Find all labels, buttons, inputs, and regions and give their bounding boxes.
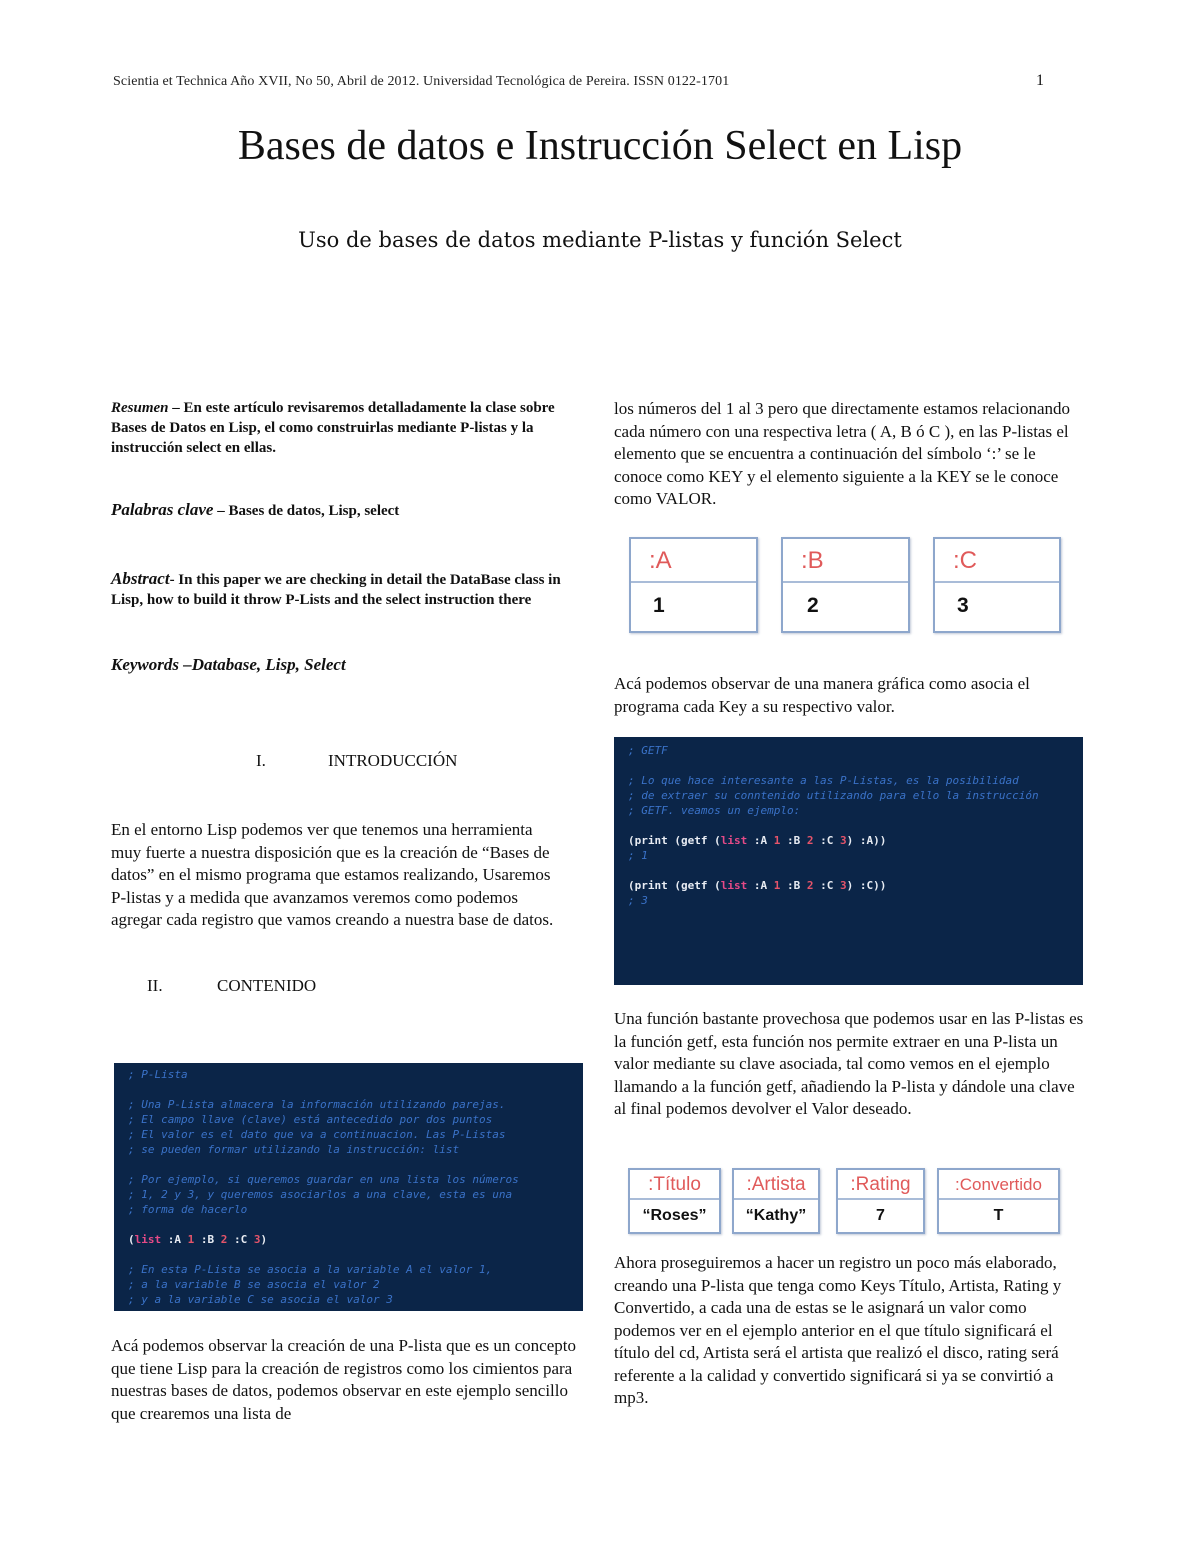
record-value: “Kathy”	[745, 1207, 807, 1224]
kv-box	[629, 537, 758, 633]
kv-key: :B	[783, 539, 908, 583]
kv-key: :A	[631, 539, 756, 583]
section-2-title: CONTENIDO	[217, 976, 317, 995]
code-comment: ; El campo llave (clave) está antecedido por dos puntos	[128, 1113, 493, 1126]
record-value: “Roses”	[642, 1207, 707, 1224]
resumen-text: – En este artículo revisaremos detalladamente la clase sobre Bases de Datos en Lisp, el como construirlas mediante P-listas y la instrucción select en ellas.	[111, 400, 555, 456]
code-getf-expression-a: (print (getf (list :A 1 :B 2 :C 3) :A))	[628, 834, 887, 847]
abstract-block	[111, 569, 581, 610]
code-result: ; 3	[628, 894, 648, 907]
code-comment: ; El valor es el dato que va a continuacion. Las P-Listas	[128, 1128, 506, 1141]
abstract-label: Abstract	[111, 569, 170, 588]
record-value: T	[993, 1207, 1004, 1224]
code-comment: ; P-Lista	[128, 1068, 188, 1081]
record-explanation-paragraph: Ahora proseguiremos a hacer un registro un poco más elaborado, creando una P-lista que tenga como Keys Título, Artista, Rating y Convertido, a cada una de estas se le asignará un valor como podemos ver en el ejemplo anterior en el que título significará el título del cd, Artista será el artista que realizó el disco, rating será referente a la calidad y convertido significará si ya se convirtió a mp3.	[614, 1253, 1062, 1407]
kv-value: 2	[807, 594, 819, 617]
code-comment: ; forma de hacerlo	[128, 1203, 248, 1216]
graphic-explanation-paragraph: Acá podemos observar de una manera gráfica como asocia el programa cada Key a su respectivo valor.	[614, 674, 1030, 716]
kv-key: :C	[935, 539, 1059, 583]
section-1-number: I.	[256, 751, 266, 770]
resumen-block	[111, 398, 556, 458]
running-head: Scientia et Technica Año XVII, No 50, Abril de 2012. Universidad Tecnológica de Pereira. ISSN 0122-1701	[113, 74, 730, 89]
getf-explanation-paragraph: Una función bastante provechosa que podemos usar en las P-listas es la función getf, esta función nos permite extraer en una P-lista un valor mediante su clave asociada, tal como vemos en el ejemplo llamando a la función getf, añadiendo la P-lista y dándole una clave al final podemos devolver el Valor deseado.	[614, 1009, 1084, 1118]
code-comment: ; Una P-Lista almacera la información utilizando parejas.	[128, 1098, 506, 1111]
plista-explanation-paragraph: Acá podemos observar la creación de una P-lista que es un concepto que tiene Lisp para la creación de registros como los cimientos para nuestras bases de datos, podemos observar en este ejemplo sencillo que crearemos una lista de	[111, 1336, 576, 1423]
record-box	[937, 1168, 1060, 1234]
record-key: :Rating	[838, 1170, 923, 1200]
section-2-number: II.	[147, 976, 163, 995]
record-box	[836, 1168, 925, 1234]
code-comment: ; GETF	[628, 744, 668, 757]
code-comment: ; de extraer su conntenido utilizando para ello la instrucción	[628, 789, 1039, 802]
code-comment: ; En esta P-Lista se asocia a la variable A el valor 1,	[128, 1263, 493, 1276]
keys-values-paragraph: los números del 1 al 3 pero que directamente estamos relacionando cada número con una respectiva letra ( A, B ó C ), en las P-listas el elemento que se encuentra a continuación del símbolo ‘:’ se le conoce como KEY y el elemento siguiente a la KEY se le conoce como VALOR.	[614, 399, 1071, 508]
kv-box	[933, 537, 1061, 633]
getf-code-block	[614, 737, 1083, 985]
kv-value: 3	[957, 594, 969, 617]
kv-box	[781, 537, 910, 633]
palabras-clave-block	[111, 500, 581, 521]
record-key: :Título	[630, 1170, 719, 1200]
code-comment: ; Lo que hace interesante a las P-Listas, es la posibilidad	[628, 774, 1019, 787]
keywords-text: Keywords –Database, Lisp, Select	[111, 655, 346, 674]
record-box	[628, 1168, 721, 1234]
code-comment: ; se pueden formar utilizando la instrucción: list	[128, 1143, 460, 1156]
code-comment: ; Por ejemplo, si queremos guardar en una lista los números	[128, 1173, 519, 1186]
code-comment: ; a la variable B se asocia el valor 2	[128, 1278, 380, 1291]
keywords-block	[111, 655, 581, 676]
intro-paragraph: En el entorno Lisp podemos ver que tenemos una herramienta muy fuerte a nuestra disposición que es la creación de “Bases de datos” en el mismo programa que estamos realizando, Usaremos P-listas y a medida que avanzamos veremos como podemos agregar cada registro que vamos creando a nuestra base de datos.	[111, 820, 554, 929]
page-number: 1	[1036, 72, 1044, 89]
record-key: :Convertido	[939, 1170, 1058, 1200]
plista-code-block	[114, 1063, 583, 1311]
code-list-expression: (list :A 1 :B 2 :C 3)	[128, 1233, 268, 1246]
abstract-text: - In this paper we are checking in detail the DataBase class in Lisp, how to build it throw P-Lists and the select instruction there	[111, 572, 561, 608]
record-box	[732, 1168, 820, 1234]
resumen-label: Resumen	[111, 400, 169, 416]
paper-subtitle: Uso de bases de datos mediante P-listas y función Select	[298, 228, 902, 252]
record-value: 7	[876, 1207, 885, 1224]
paper-title: Bases de datos e Instrucción Select en Lisp	[237, 123, 963, 169]
record-key: :Artista	[734, 1170, 818, 1200]
code-comment: ; y a la variable C se asocia el valor 3	[128, 1293, 393, 1306]
palabras-clave-label: Palabras clave	[111, 500, 214, 519]
code-result: ; 1	[628, 849, 648, 862]
code-getf-expression-c: (print (getf (list :A 1 :B 2 :C 3) :C))	[628, 879, 887, 892]
section-1-title: INTRODUCCIÓN	[328, 751, 458, 770]
code-comment: ; GETF. veamos un ejemplo:	[628, 804, 801, 817]
kv-value: 1	[653, 594, 665, 617]
palabras-clave-text: – Bases de datos, Lisp, select	[213, 503, 400, 519]
code-comment: ; 1, 2 y 3, y queremos asociarlos a una clave, esta es una	[128, 1188, 513, 1201]
